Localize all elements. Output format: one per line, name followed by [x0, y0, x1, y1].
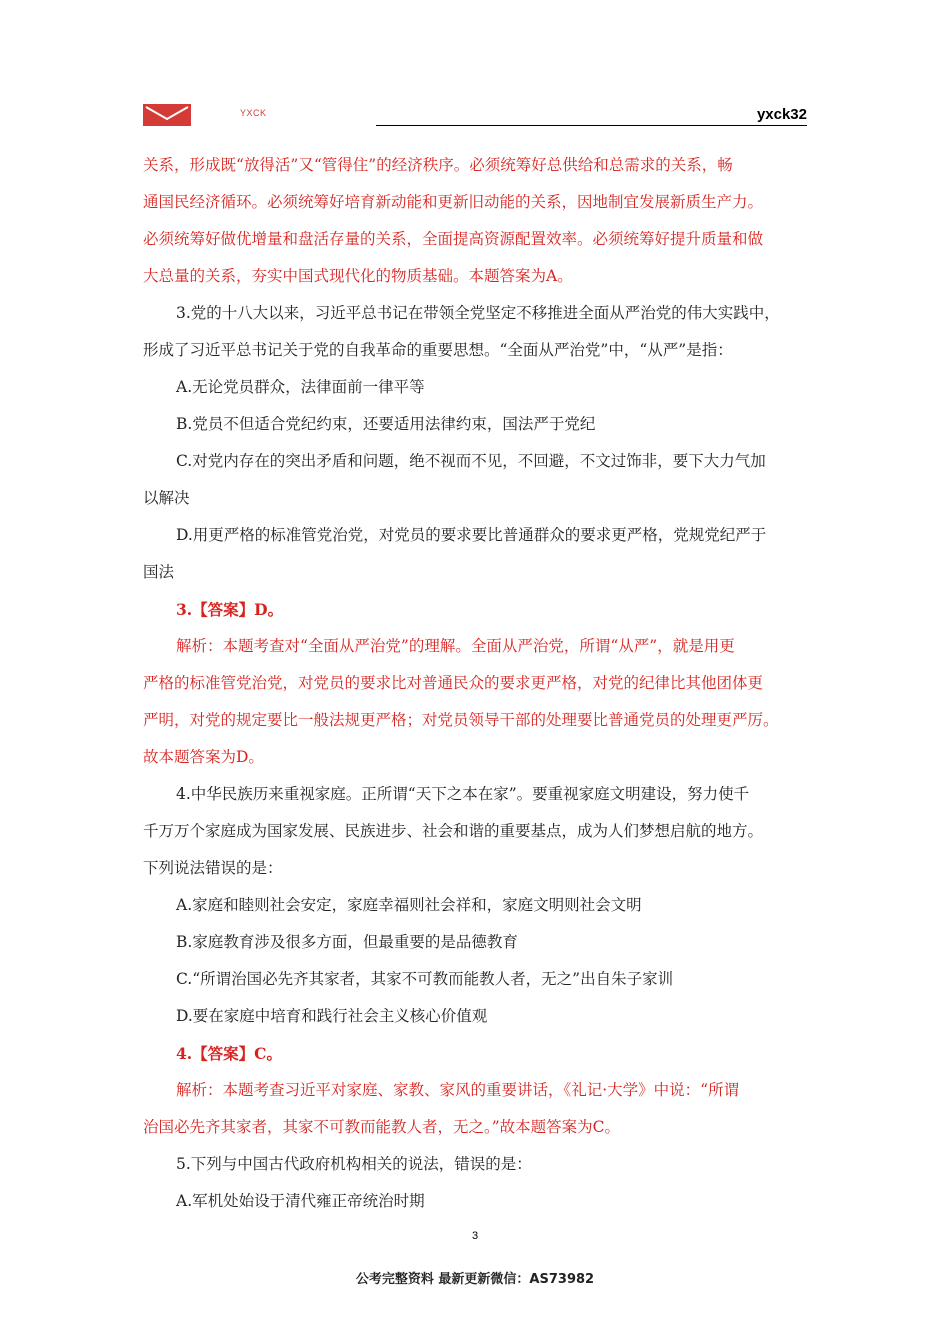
text-line: B.党员不但适合党纪约束，还要适用法律约束，国法严于党纪 [176, 415, 596, 433]
text-line: 以解决 [143, 489, 190, 507]
answer-line: 大总量的关系，夯实中国式现代化的物质基础。本题答案为A。 [143, 267, 573, 285]
text-line: A.无论党员群众，法律面前一律平等 [176, 378, 425, 396]
answer-line: 治国必先齐其家者，其家不可教而能教人者，无之。”故本题答案为C。 [143, 1118, 621, 1136]
text-line: 下列说法错误的是： [143, 859, 283, 877]
answer-line: 解析：本题考查习近平对家庭、家教、家风的重要讲话，《礼记·大学》中说：“所谓 [176, 1081, 740, 1099]
text-line: C.“所谓治国必先齐其家者，其家不可教而能教人者，无之”出自朱子家训 [176, 970, 674, 988]
text-line: A.家庭和睦则社会安定，家庭幸福则社会祥和，家庭文明则社会文明 [176, 896, 642, 914]
text-line: 4.中华民族历来重视家庭。正所谓“天下之本在家”。要重视家庭文明建设，努力使千 [176, 785, 750, 803]
answer-line: 3.【答案】D。 [176, 600, 284, 619]
logo-text: YXCK [240, 108, 267, 118]
text-line: C.对党内存在的突出矛盾和问题，绝不视而不见，不回避，不文过饰非，要下大力气加 [176, 452, 766, 470]
page-header [143, 100, 807, 130]
answer-line: 必须统筹好做优增量和盘活存量的关系，全面提高资源配置效率。必须统筹好提升质量和做 [143, 230, 764, 248]
text-line: D.用更严格的标准管党治党，对党员的要求要比普通群众的要求更严格，党规党纪严于 [176, 526, 767, 544]
answer-line: 关系，形成既“放得活”又“管得住”的经济秩序。必须统筹好总供给和总需求的关系，畅 [143, 156, 733, 174]
answer-line: 严格的标准管党治党，对党员的要求比对普通民众的要求更严格，对党的纪律比其他团体更 [143, 674, 764, 692]
text-line: 形成了习近平总书记关于党的自我革命的重要思想。“全面从严治党”中，“从严”是指： [143, 341, 733, 359]
logo-icon [143, 104, 191, 126]
page-number: 3 [471, 1230, 479, 1242]
answer-line: 严明，对党的规定要比一般法规更严格；对党员领导干部的处理要比普通党员的处理更严厉。 [143, 711, 779, 729]
answer-line: 故本题答案为D。 [143, 748, 264, 766]
text-line: 国法 [143, 563, 175, 581]
answer-line: 通国民经济循环。必须统筹好培育新动能和更新旧动能的关系，因地制宜发展新质生产力。 [143, 193, 764, 211]
text-line: A.军机处始设于清代雍正帝统治时期 [176, 1192, 425, 1210]
header-code: yxck32 [756, 106, 807, 123]
text-line: 5.下列与中国古代政府机构相关的说法，错误的是： [176, 1155, 532, 1173]
text-line: B.家庭教育涉及很多方面，但最重要的是品德教育 [176, 933, 518, 951]
header-rule [376, 125, 807, 126]
document-body [143, 147, 807, 1220]
text-line: D.要在家庭中培育和践行社会主义核心价值观 [176, 1007, 488, 1025]
text-line: 千万万个家庭成为国家发展、民族进步、社会和谐的重要基点，成为人们梦想启航的地方。 [143, 822, 764, 840]
answer-line: 4.【答案】C。 [176, 1044, 283, 1063]
answer-line: 解析：本题考查对“全面从严治党”的理解。全面从严治党，所谓“从严”，就是用更 [176, 637, 735, 655]
page-footer: 公考完整资料 最新更新微信：AS73982 [355, 1272, 595, 1287]
text-line: 3.党的十八大以来，习近平总书记在带领全党坚定不移推进全面从严治党的伟大实践中， [176, 304, 780, 322]
